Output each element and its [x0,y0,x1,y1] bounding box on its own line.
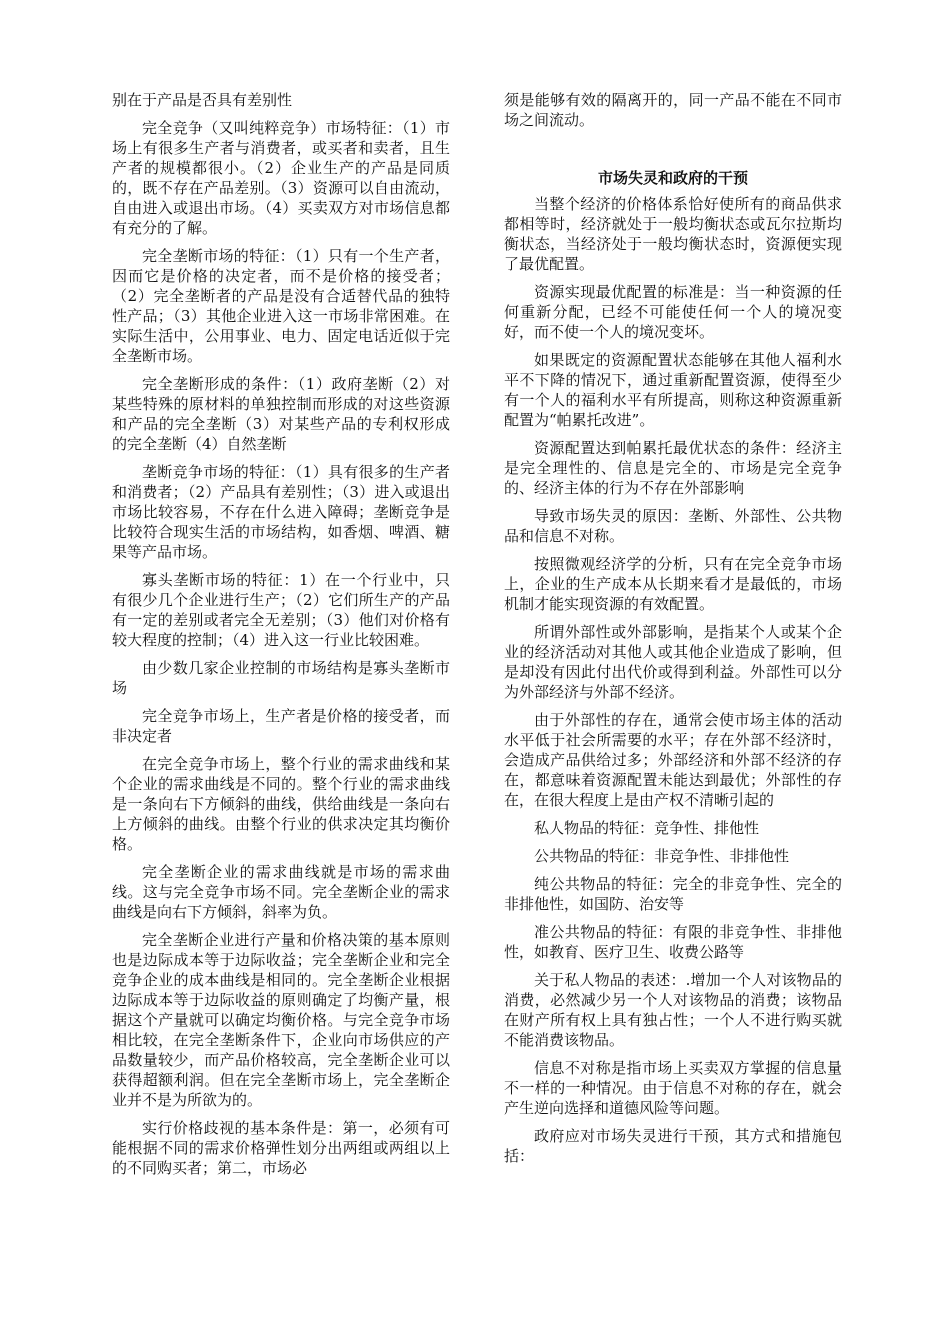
right-column [504,90,842,1174]
paragraph: 完全垄断市场的特征：（1）只有一个生产者，因而它是价格的决定者，而不是价格的接受者；（2）完全垄断者的产品是没有合适替代品的独特性产品；（3）其他企业进入这一市场非常困难。在实际生活中，公用事业、电力、固定电话近似于完全垄断市场。 [112,247,450,365]
paragraph: 导致市场失灵的原因：垄断、外部性、公共物品和信息不对称。 [504,507,842,545]
paragraph: 按照微观经济学的分析，只有在完全竞争市场上，企业的生产成本从长期来看才是最低的，市场机制才能实现资源的有效配置。 [504,555,842,613]
paragraph: 完全垄断企业的需求曲线就是市场的需求曲线。这与完全竞争市场不同。完全垄断企业的需求曲线是向右下方倾斜，斜率为负。 [112,863,450,921]
paragraph: 所谓外部性或外部影响，是指某个人或某个企业的经济活动对其他人或其他企业造成了影响，但是却没有因此付出代价或得到利益。外部性可以分为外部经济与外部不经济。 [504,623,842,701]
paragraph: 完全垄断形成的条件：（1）政府垄断（2）对某些特殊的原材料的单独控制而形成的对这些资源和产品的完全垄断（3）对某些产品的专利权形成的完全垄断（4）自然垄断 [112,375,450,453]
paragraph: 关于私人物品的表述：.增加一个人对该物品的消费，必然减少另一个人对该物品的消费；该物品在财产所有权上具有独占性；一个人不进行购买就不能消费该物品。 [504,971,842,1049]
paragraph: 资源实现最优配置的标准是：当一种资源的任何重新分配，已经不可能使任何一个人的境况变好，而不使一个人的境况变坏。 [504,283,842,341]
paragraph: 由于外部性的存在，通常会使市场主体的活动水平低于社会所需要的水平；存在外部不经济时，会造成产品供给过多；外部经济和外部不经济的存在，都意味着资源配置未能达到最优；外部性的存在，在很大程度上是由产权不清晰引起的 [504,711,842,809]
paragraph: 完全垄断企业进行产量和价格决策的基本原则也是边际成本等于边际收益；完全垄断企业和完全竞争企业的成本曲线是相同的。完全垄断企业根据边际成本等于边际收益的原则确定了均衡产量，根据这个产量就可以确定均衡价格。与完全竞争市场相比较，在完全垄断条件下，企业向市场供应的产品数量较少，而产品价格较高，完全垄断企业可以获得超额利润。但在完全垄断市场上，完全垄断企业并不是为所欲为的。 [112,931,450,1109]
section-title: 市场失灵和政府的干预 [597,169,748,187]
paragraph: 别在于产品是否具有差别性 [112,91,293,109]
paragraph: 政府应对市场失灵进行干预，其方式和措施包括： [504,1127,842,1165]
paragraph: 寡头垄断市场的特征：1）在一个行业中，只有很少几个企业进行生产；（2）它们所生产的产品有一定的差别或者完全无差别；（3）他们对价格有较大程度的控制；（4）进入这一行业比较困难。 [112,571,450,649]
paragraph: 准公共物品的特征：有限的非竞争性、非排他性，如教育、医疗卫生、收费公路等 [504,923,842,961]
paragraph: 如果既定的资源配置状态能够在其他人福利水平不下降的情况下，通过重新配置资源，使得至少有一个人的福利水平有所提高，则称这种资源重新配置为“帕累托改进”。 [504,351,842,429]
paragraph: 实行价格歧视的基本条件是：第一，必须有可能根据不同的需求价格弹性划分出两组或两组以上的不同购买者；第二，市场必 [112,1119,450,1177]
paragraph: 纯公共物品的特征：完全的非竞争性、完全的非排他性，如国防、治安等 [504,875,842,913]
left-column [112,90,450,1186]
paragraph: 须是能够有效的隔离开的，同一产品不能在不同市场之间流动。 [504,91,842,129]
paragraph: 完全竞争（又叫纯粹竞争）市场特征：（1）市场上有很多生产者与消费者，或买者和卖者，且生产者的规模都很小。（2）企业生产的产品是同质的，既不存在产品差别。（3）资源可以自由流动，自由进入或退出市场。（4）买卖双方对市场信息都有充分的了解。 [112,119,450,237]
paragraph: 当整个经济的价格体系恰好使所有的商品供求都相等时，经济就处于一般均衡状态或瓦尔拉斯均衡状态，当经济处于一般均衡状态时，资源便实现了最优配置。 [504,195,842,273]
paragraph: 完全竞争市场上，生产者是价格的接受者，而非决定者 [112,707,450,745]
paragraph: 信息不对称是指市场上买卖双方掌握的信息量不一样的一种情况。由于信息不对称的存在，就会产生逆向选择和道德风险等问题。 [504,1059,842,1117]
paragraph: 资源配置达到帕累托最优状态的条件：经济主是完全理性的、信息是完全的、市场是完全竞争的、经济主体的行为不存在外部影响 [504,439,842,497]
paragraph: 垄断竞争市场的特征：（1）具有很多的生产者和消费者；（2）产品具有差别性；（3）进入或退出市场比较容易，不存在什么进入障碍；垄断竞争是比较符合现实生活的市场结构，如香烟、啤酒、糖果等产品市场。 [112,463,450,561]
paragraph: 私人物品的特征：竞争性、排他性 [534,819,760,837]
paragraph: 在完全竞争市场上，整个行业的需求曲线和某个企业的需求曲线是不同的。整个行业的需求曲线是一条向右下方倾斜的曲线，供给曲线是一条向右上方倾斜的曲线。由整个行业的供求决定其均衡价格。 [112,755,450,853]
paragraph: 公共物品的特征：非竞争性、非排他性 [534,847,790,865]
paragraph: 由少数几家企业控制的市场结构是寡头垄断市场 [112,659,450,697]
